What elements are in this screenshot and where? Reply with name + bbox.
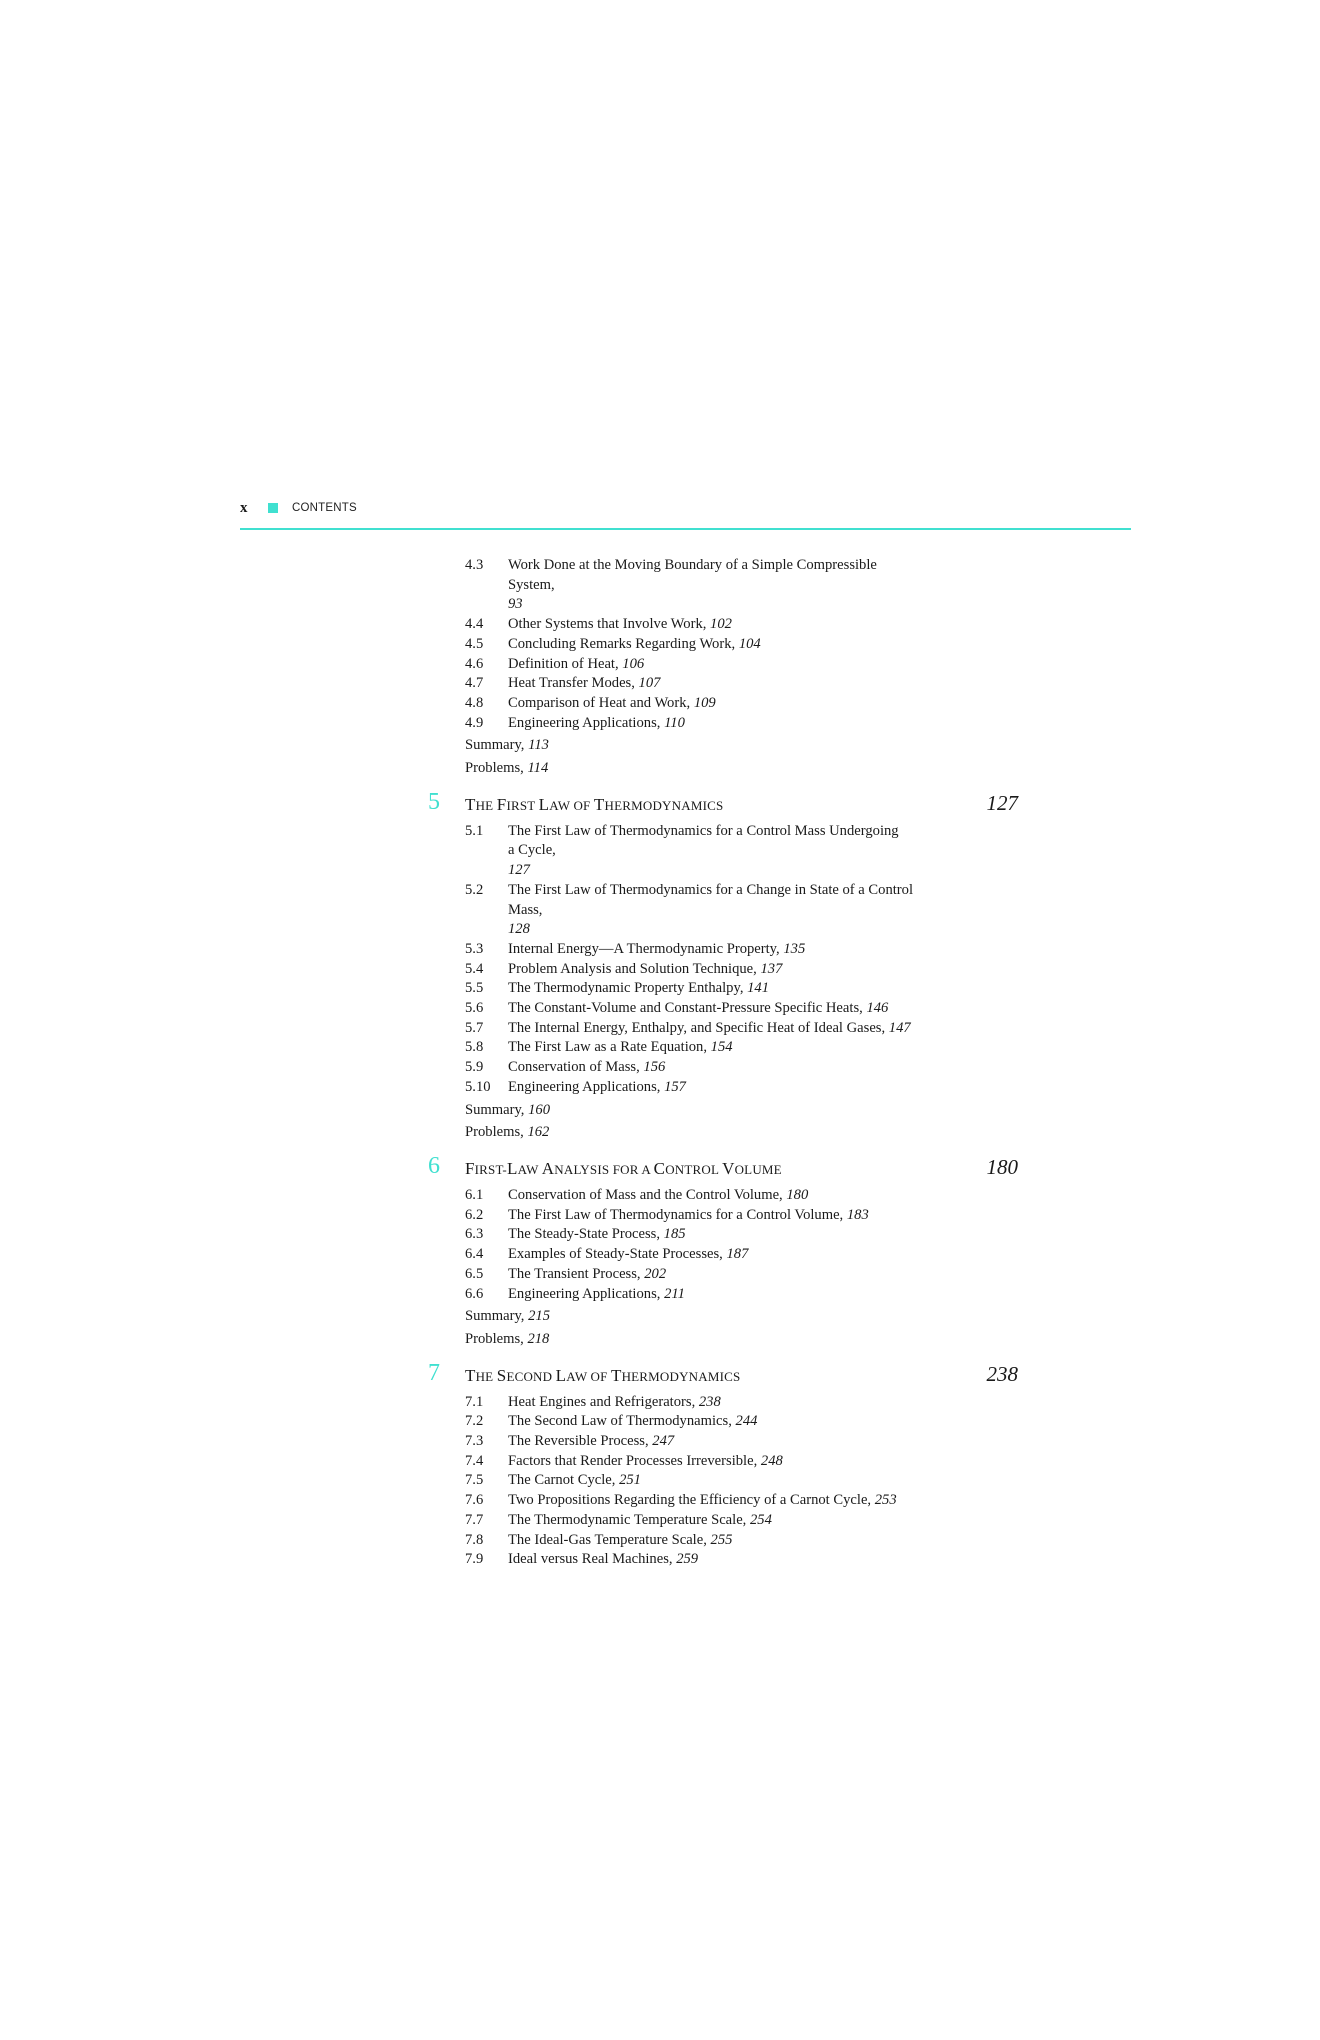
section-number: 4.4 [465, 616, 484, 633]
chapter-number: 6 [428, 1152, 440, 1179]
running-head [240, 498, 357, 518]
section-page: 128 [508, 921, 530, 938]
section-page: 248 [760, 1452, 783, 1469]
section-title: Internal Energy—A Thermodynamic Property, [508, 940, 780, 957]
toc-entry[interactable] [428, 1206, 1018, 1226]
chapters [428, 788, 1018, 1570]
chapter-title-part: L [506, 1158, 518, 1178]
section-page: 154 [710, 1039, 733, 1056]
section-number: 5.7 [465, 1019, 484, 1036]
section-page: 104 [738, 635, 761, 652]
chapter-title [465, 1366, 740, 1386]
section-number: 7.3 [465, 1433, 484, 1450]
chapter-title-part: V [722, 1158, 735, 1178]
toc-entry[interactable] [428, 635, 1018, 655]
section-title: Engineering Applications, [508, 714, 661, 731]
section-page: 127 [508, 862, 530, 879]
section-title: Other Systems that Involve Work, [508, 616, 707, 633]
toc-entry[interactable] [428, 1058, 1018, 1078]
section-page: 253 [874, 1492, 897, 1509]
section-number: 7.1 [465, 1393, 484, 1410]
toc-entry[interactable] [428, 1038, 1018, 1058]
section-number: 4.7 [465, 675, 484, 692]
chapter-title-part: AW [517, 1161, 542, 1177]
section-number: 4.5 [465, 635, 484, 652]
section-title: Examples of Steady-State Processes, [508, 1246, 723, 1263]
section-number: 6.5 [465, 1265, 484, 1282]
chapter-title-part: HERMODYNAMICS [621, 1368, 741, 1384]
toc-entry[interactable] [428, 714, 1018, 734]
toc-entry[interactable] [428, 1019, 1018, 1039]
section-title: Heat Transfer Modes, [508, 675, 635, 692]
section-page: 244 [735, 1413, 758, 1430]
chapter-title-part: NALYSIS FOR A [554, 1161, 654, 1177]
toc-entry[interactable] [428, 960, 1018, 980]
section-title: The Steady-State Process, [508, 1226, 660, 1243]
section-number: 4.6 [465, 655, 484, 672]
section-title: Engineering Applications, [508, 1285, 661, 1302]
section-number: 5.2 [465, 881, 484, 898]
toc-entry[interactable] [428, 1285, 1018, 1305]
chapter-title-part: T [465, 1365, 476, 1385]
section-number: 6.4 [465, 1246, 484, 1263]
section-number: 5.9 [465, 1059, 484, 1076]
toc-entry[interactable] [428, 1511, 1018, 1531]
chapter-4-back-matter [428, 736, 1018, 778]
chapter-title-part: T [465, 794, 476, 814]
back-matter-entry[interactable] [428, 759, 1018, 779]
chapter-title [465, 1159, 782, 1179]
section-title: The Second Law of Thermodynamics, [508, 1413, 732, 1430]
toc-entry[interactable] [428, 1531, 1018, 1551]
toc-entry[interactable] [428, 1432, 1018, 1452]
back-matter-entry[interactable] [428, 736, 1018, 756]
chapter-title-part: C [653, 1158, 666, 1178]
toc-entry[interactable] [428, 1078, 1018, 1098]
back-matter-entry[interactable] [428, 1307, 1018, 1327]
section-page: 141 [747, 980, 770, 997]
section-title: Concluding Remarks Regarding Work, [508, 635, 736, 652]
chapter-title-part: OLUME [734, 1161, 782, 1177]
chapter-title-part: A [541, 1158, 555, 1178]
section-title: The Constant-Volume and Constant-Pressure Specific Heats, [508, 1000, 863, 1017]
back-matter-label: Problems, [465, 1330, 524, 1347]
back-matter-entry[interactable] [428, 1330, 1018, 1350]
section-number: 7.4 [465, 1452, 484, 1469]
toc-entry[interactable] [428, 1186, 1018, 1206]
section-page: 259 [676, 1551, 699, 1568]
section-title: The Thermodynamic Property Enthalpy, [508, 980, 744, 997]
toc-entry[interactable] [428, 1265, 1018, 1285]
toc-entry[interactable] [428, 1412, 1018, 1432]
section-title: The Reversible Process, [508, 1433, 649, 1450]
section-title: Engineering Applications, [508, 1078, 661, 1095]
section-title: Definition of Heat, [508, 655, 619, 672]
chapter-title-part: AW OF [566, 1368, 611, 1384]
section-title: Comparison of Heat and Work, [508, 694, 691, 711]
section-number: 5.10 [465, 1078, 491, 1095]
section-page: 202 [644, 1265, 667, 1282]
section-number: 5.6 [465, 1000, 484, 1017]
chapter-page: 180 [986, 1154, 1018, 1179]
toc-entry[interactable] [428, 940, 1018, 960]
section-title: Conservation of Mass and the Control Volume, [508, 1186, 783, 1203]
section-number: 7.5 [465, 1472, 484, 1489]
chapter-title-part: HERMODYNAMICS [604, 797, 724, 813]
section-number: 7.2 [465, 1413, 484, 1430]
chapter-heading[interactable] [428, 788, 1018, 816]
toc-entry[interactable] [428, 979, 1018, 999]
section-page: 254 [750, 1511, 772, 1528]
back-matter-entry[interactable] [428, 1101, 1018, 1121]
section-page: 187 [726, 1246, 749, 1263]
section-title-continuation: a Cycle, [508, 842, 556, 859]
page-folio: x [240, 499, 248, 516]
section-title: The First Law of Thermodynamics for a Change in State of a Control [508, 881, 914, 898]
chapter-heading[interactable] [428, 1152, 1018, 1180]
section-page: 180 [786, 1186, 809, 1203]
chapter-page: 238 [986, 1361, 1018, 1386]
chapter-title-part: F [496, 794, 507, 814]
section-number: 7.8 [465, 1531, 484, 1548]
chapter-title-part: S [496, 1365, 507, 1385]
section-title: Problem Analysis and Solution Technique, [508, 960, 757, 977]
section-title: The Carnot Cycle, [508, 1472, 616, 1489]
toc-entry[interactable] [428, 999, 1018, 1019]
chapter-title-part: ECOND [506, 1368, 556, 1384]
section-title: Heat Engines and Refrigerators, [508, 1393, 696, 1410]
toc-entry[interactable] [428, 1471, 1018, 1491]
section-title: The First Law of Thermodynamics for a Control Volume, [508, 1206, 844, 1223]
back-matter-label: Problems, [465, 1124, 524, 1141]
section-title: The First Law of Thermodynamics for a Control Mass Undergoing [508, 822, 899, 839]
section-page: 147 [888, 1019, 911, 1036]
section-number: 7.6 [465, 1492, 484, 1509]
section-page: 255 [710, 1531, 733, 1548]
section-page: 109 [693, 694, 716, 711]
section-title-continuation: Mass, [508, 901, 543, 918]
back-matter-page: 113 [528, 737, 549, 754]
section-title: Conservation of Mass, [508, 1059, 640, 1076]
chapter-number: 5 [428, 788, 440, 815]
section-number: 4.8 [465, 694, 484, 711]
back-matter-page: 218 [527, 1330, 550, 1347]
section-page: 110 [664, 714, 685, 731]
section-number: 5.3 [465, 940, 484, 957]
toc-entry[interactable] [428, 1452, 1018, 1472]
back-matter-page: 160 [528, 1101, 550, 1118]
chapter-heading[interactable] [428, 1359, 1018, 1387]
toc-entry[interactable] [428, 1393, 1018, 1413]
back-matter-label: Problems, [465, 760, 524, 777]
chapter-number: 7 [428, 1359, 440, 1386]
chapter-title-part: L [538, 794, 550, 814]
section-title: The Internal Energy, Enthalpy, and Specific Heat of Ideal Gases, [508, 1019, 886, 1036]
section-number: 6.6 [465, 1285, 484, 1302]
back-matter-page: 162 [527, 1124, 550, 1141]
back-matter-label: Summary, [465, 1308, 525, 1325]
section-page: 137 [760, 960, 783, 977]
header-rule [240, 528, 1131, 530]
toc-entry[interactable] [428, 674, 1018, 694]
chapter-4-continued-sections [428, 556, 1018, 733]
section-number: 5.5 [465, 980, 484, 997]
chapter-title-part: L [555, 1365, 567, 1385]
table-of-contents [428, 556, 1018, 1570]
section-page: 146 [866, 1000, 889, 1017]
square-bullet-icon [268, 503, 278, 513]
section-page: 93 [508, 596, 523, 613]
section-page: 157 [664, 1078, 686, 1095]
toc-entry[interactable] [428, 1245, 1018, 1265]
section-number: 4.3 [465, 557, 484, 573]
running-head-label: CONTENTS [292, 502, 357, 514]
section-number: 7.7 [465, 1511, 484, 1528]
section-title: Two Propositions Regarding the Efficiency of a Carnot Cycle, [508, 1492, 872, 1509]
section-page: 102 [710, 616, 732, 633]
chapter-title-part: IRST [506, 797, 539, 813]
chapter-title-part: IRST- [474, 1161, 507, 1177]
section-number: 6.1 [465, 1186, 484, 1203]
section-title: The Thermodynamic Temperature Scale, [508, 1511, 747, 1528]
back-matter-label: Summary, [465, 1101, 525, 1118]
section-number: 5.1 [465, 822, 484, 839]
toc-entry[interactable] [428, 822, 1018, 881]
toc-entry[interactable] [428, 1550, 1018, 1570]
section-title: The First Law as a Rate Equation, [508, 1039, 707, 1056]
chapter-title-part: HE [475, 797, 497, 813]
chapter-title [465, 795, 723, 815]
section-title: Work Done at the Moving Boundary of a Simple Compressible [508, 557, 877, 573]
chapter-title-part: ONTROL [665, 1161, 723, 1177]
back-matter-entry[interactable] [428, 1123, 1018, 1143]
toc-entry[interactable] [428, 615, 1018, 635]
chapter-title-part: HE [475, 1368, 497, 1384]
chapter-title-part: AW OF [549, 797, 594, 813]
section-number: 5.8 [465, 1039, 484, 1056]
back-matter-page: 215 [528, 1308, 550, 1325]
section-page: 107 [638, 675, 661, 692]
section-title-continuation: System, [508, 576, 555, 593]
section-page: 106 [622, 655, 645, 672]
section-page: 135 [783, 940, 806, 957]
section-title: The Ideal-Gas Temperature Scale, [508, 1531, 707, 1548]
section-number: 7.9 [465, 1551, 484, 1568]
section-number: 4.9 [465, 714, 484, 731]
section-number: 6.3 [465, 1226, 484, 1243]
section-page: 156 [643, 1059, 666, 1076]
section-number: 5.4 [465, 960, 484, 977]
section-page: 247 [652, 1433, 675, 1450]
toc-entry[interactable] [428, 655, 1018, 675]
section-page: 185 [663, 1226, 686, 1243]
section-page: 183 [846, 1206, 869, 1223]
section-title: Factors that Render Processes Irreversible, [508, 1452, 758, 1469]
section-page: 211 [664, 1285, 685, 1302]
chapter-page: 127 [986, 790, 1018, 815]
section-title: Ideal versus Real Machines, [508, 1551, 673, 1568]
toc-entry[interactable] [428, 881, 1018, 940]
section-page: 251 [619, 1472, 641, 1489]
back-matter-label: Summary, [465, 737, 525, 754]
toc-entry[interactable] [428, 694, 1018, 714]
toc-entry[interactable] [428, 556, 1018, 615]
toc-entry[interactable] [428, 1225, 1018, 1245]
section-page: 238 [698, 1393, 721, 1410]
back-matter-page: 114 [527, 760, 549, 777]
chapter-title-part: T [593, 794, 605, 814]
section-title: The Transient Process, [508, 1265, 641, 1282]
chapter-title-part: F [465, 1158, 475, 1178]
section-number: 6.2 [465, 1206, 484, 1223]
chapter-title-part: T [610, 1365, 622, 1385]
toc-entry[interactable] [428, 1491, 1018, 1511]
